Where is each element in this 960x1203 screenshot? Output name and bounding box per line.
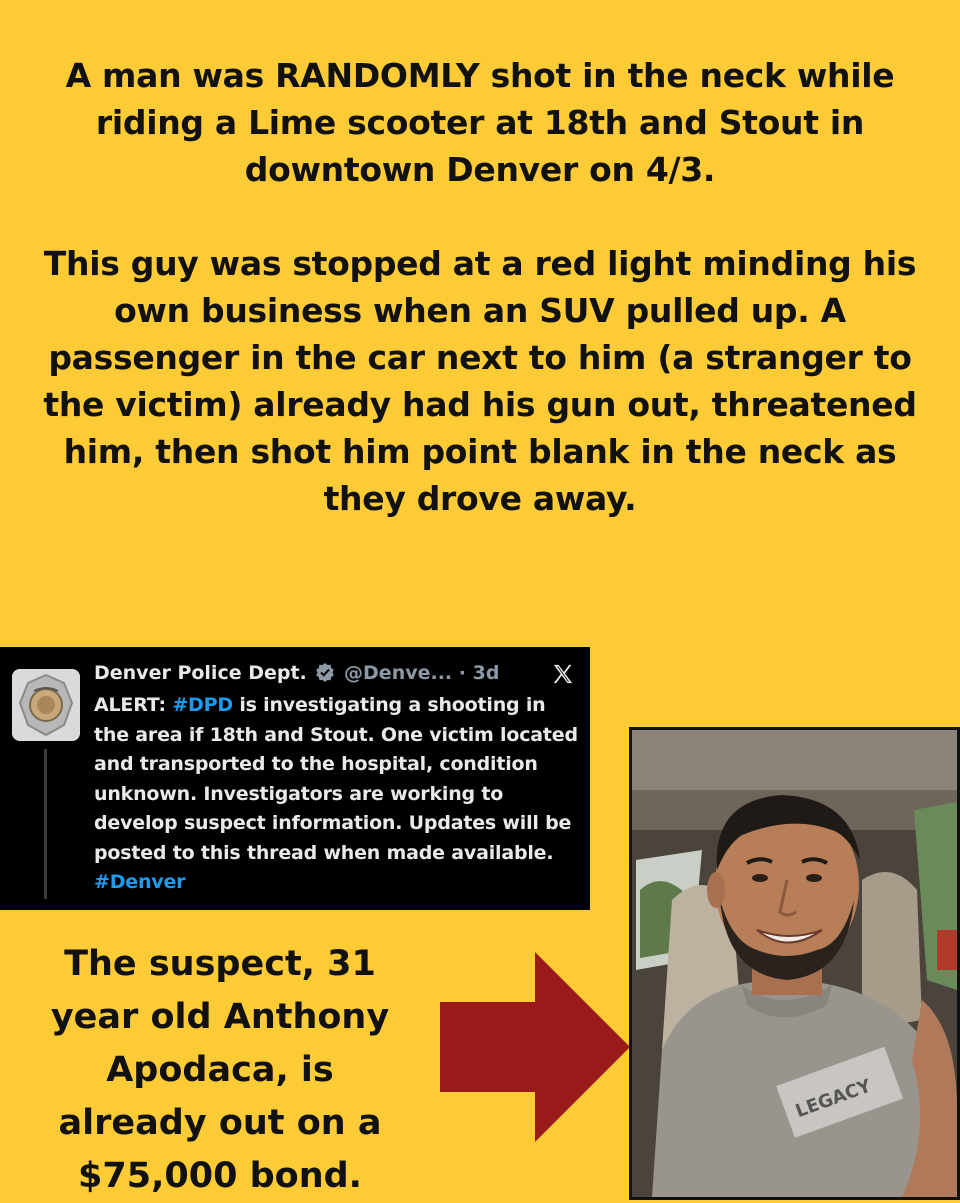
tweet-card[interactable] (0, 647, 590, 910)
hashtag-dpd[interactable]: #DPD (172, 694, 233, 716)
tweet-header (94, 662, 499, 684)
tweet-handle[interactable]: @Denve... (344, 662, 453, 684)
tweet-body (94, 691, 580, 898)
suspect-line-5: $75,000 bond. (78, 1156, 362, 1196)
headline-paragraph-1: A man was RANDOMLY shot in the neck while riding a Lime scooter at 18th and Stout in downtown Denver on 4/3. (65, 56, 895, 189)
police-badge-icon[interactable] (12, 669, 80, 741)
headline-paragraph-2: This guy was stopped at a red light minding his own business when an SUV pulled up. A passenger in the car next to him (a stranger to the victim) already had his gun out, threatened him, then shot him point blank in the neck as they drove away. (43, 244, 917, 518)
suspect-info (20, 938, 420, 1203)
suspect-line-4: already out on a (58, 1103, 382, 1143)
tweet-author[interactable]: Denver Police Dept. (94, 662, 307, 684)
suspect-line-1: The suspect, 31 (64, 944, 376, 984)
hashtag-denver[interactable]: #Denver (94, 871, 186, 893)
arrow-right-icon (440, 952, 630, 1142)
tweet-text-prefix: ALERT: (94, 694, 173, 716)
x-logo-icon (552, 663, 574, 685)
suspect-photo (629, 727, 960, 1200)
thread-line (44, 749, 47, 899)
tweet-separator: · (458, 662, 466, 684)
tweet-time[interactable]: 3d (472, 662, 500, 684)
headline (20, 52, 940, 522)
shirt-text: LEGACY (792, 1075, 874, 1123)
suspect-line-2: year old Anthony (50, 997, 390, 1037)
tweet-text-main: is investigating a shooting in the area if 18th and Stout. One victim located and transported to the hospital, condition unknown. Investigators are working to develop suspect information. Updates will be posted to this thread when made available. (94, 694, 578, 864)
verified-badge-icon (315, 662, 335, 682)
suspect-line-3: Apodaca, is (106, 1050, 334, 1090)
